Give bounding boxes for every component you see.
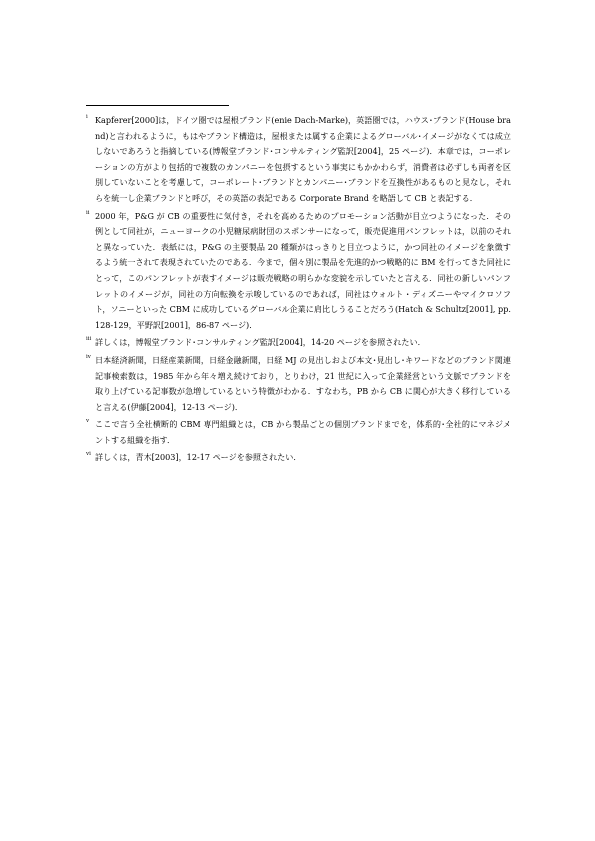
footnote-ii [86,209,511,334]
footnote-marker: iv [86,353,91,360]
footnote-marker: vi [86,451,91,458]
footnote-text: 日本経済新聞，日経産業新聞，日経金融新聞，日経 MJ の見出しおよび本文･見出し･キワードなどのブランド関連記事検索数は，1985 年から年々増え続けており，とりわけ，21 世紀に入って企業経営という文脈でブランドを取り上げている記事数が急増しているという特徴がわかる．すなわち，PB から CB に関心が大きく移行していると言える(伊藤[2004]，12-13 ページ)． [95,354,511,412]
footnotes-section [86,113,511,468]
footnote-iv [86,353,511,415]
footnote-marker: i [86,114,88,120]
footnote-text: Kapferer[2000]は，ドイツ圏では屋根ブランド(enie Dach-Marke)，英語圏では，ハウス･ブランド(House brand)と言われるように，もはやブランド構造は，屋根または属する企業によるグローバル･イメージがなくては成立しないであろうと指摘している(博報堂ブランド･コンサルティング監訳[2004]，25 ページ)．本章では，コーポレーションの方がより包括的で複数のカンパニーを包摂するという事実にもかかわらず，消費者は必ずしも両者を区別していないことを考慮して，コーポレート･ブランドとカンパニー･ブランドを互換性があるものと見なし，それらを統一し企業ブランドと呼び，その英語の表記である Corporate Brand を略語して CB と表記する． [95,115,511,203]
footnote-v [86,417,511,448]
footnote-text: ここで言う全社横断的 CBM 専門組織とは，CB から製品ごとの個別ブランドまでを，体系的･全社的にマネジメントする組織を指す． [95,419,511,445]
footnote-separator [86,105,229,106]
footnote-text: 詳しくは，青木[2003]，12-17 ページを参照されたい． [95,452,302,463]
footnote-i [86,113,511,207]
footnote-marker: iii [86,336,92,343]
footnote-text: 詳しくは，博報堂ブランド･コンサルティング監訳[2004]，14-20 ページを参照されたい． [95,337,426,348]
footnote-text: 2000 年，P&G が CB の重要性に気付き，それを高めるためのプロモーション活動が目立つようになった．その例として同社が，ニューヨークの小児糖尿病財団のスポンサーになって，販売促進用パンフレットは，以前のそれと異なっていた．表紙には，P&G の主要製品 20 種類がはっきりと目立つように，かつ同社のイメージを象徴するよう統一されて表現されていたのである．今まで，個々別に製品を先進的かつ戦略的に BM を行ってきた同社にとって，このパンフレットが表すイメージは販売戦略の明らかな変貌を示していたと言える．同社の新しいパンフレットのイメージが，同社の方向転換を示唆しているのであれば，同社はウォルト・ディズニーやマイクロソフト，ソニーといった CBM に成功しているグローバル企業に肩比しうることだろう(Hatch & Schultz[2001], pp.128-129，平野訳[2001]，86-87 ページ)． [95,210,511,330]
footnote-vi [86,450,511,466]
footnote-iii [86,335,511,351]
footnote-marker: ii [86,209,90,216]
footnote-marker: v [86,418,90,425]
